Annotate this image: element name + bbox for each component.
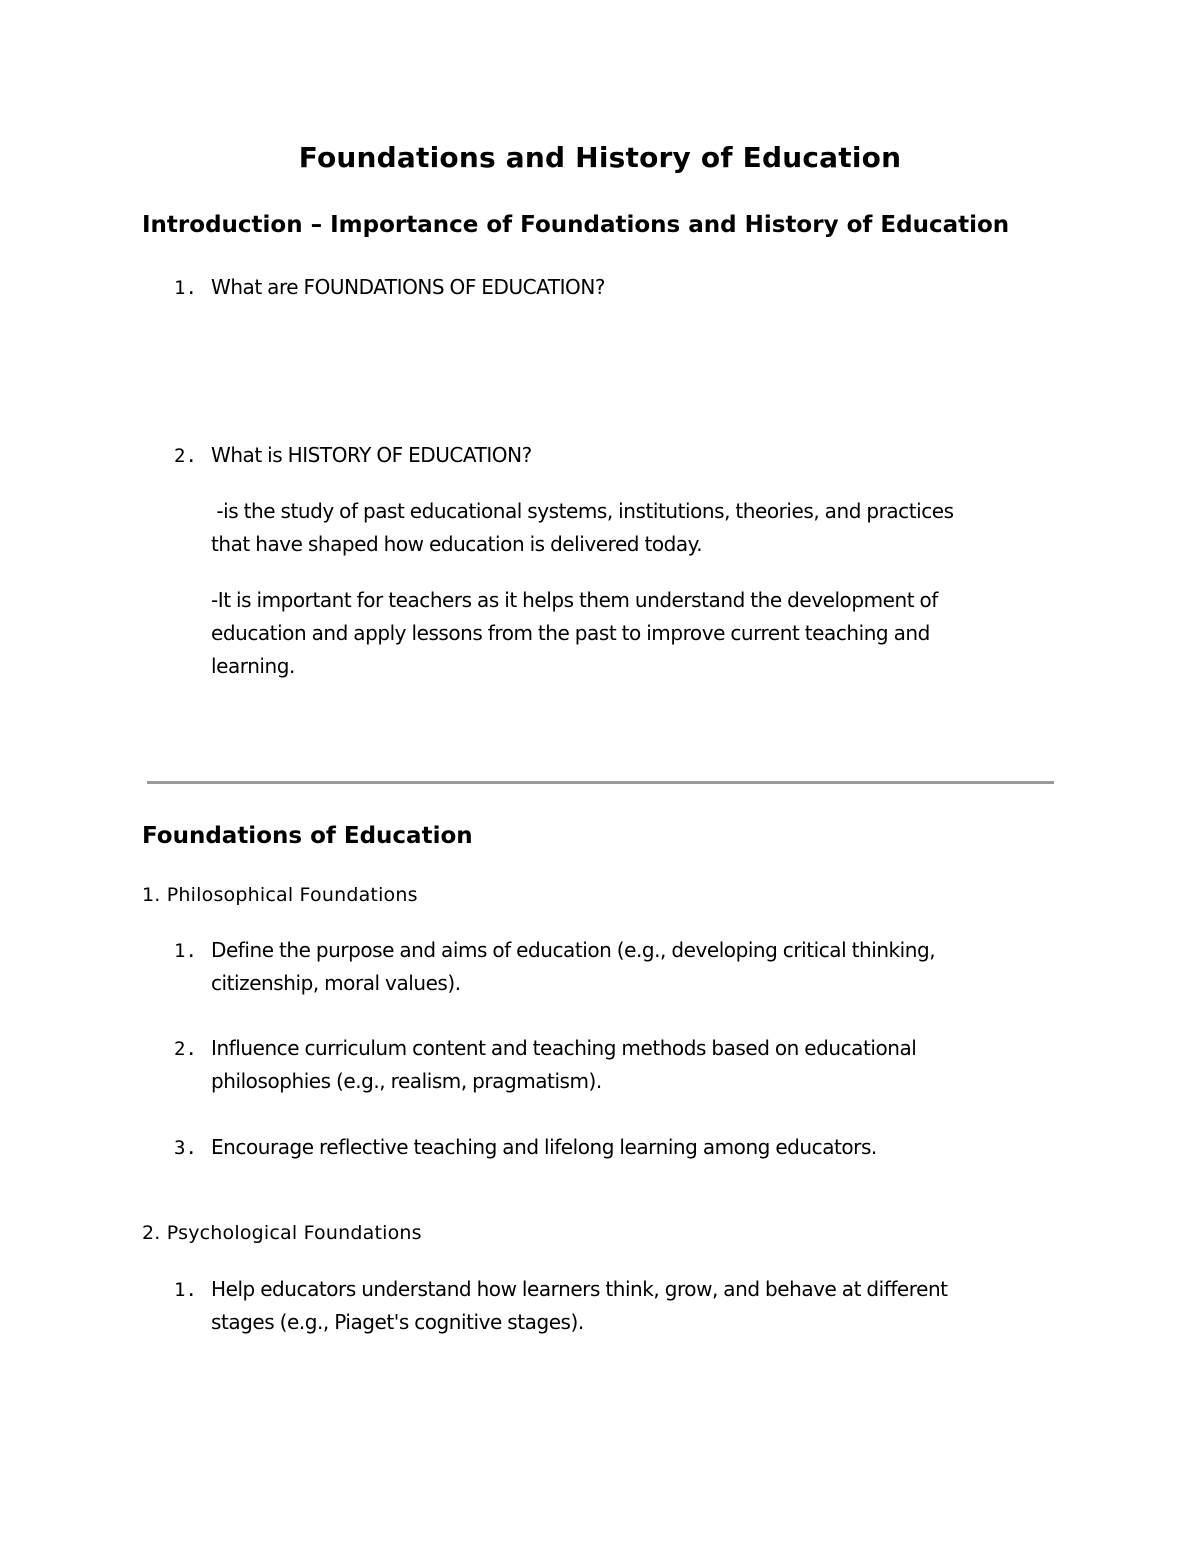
psychological-foundations-label: 2. Psychological Foundations: [142, 1222, 422, 1244]
intro-q2-text: What is HISTORY OF EDUCATION?: [211, 443, 532, 467]
intro-q1-text: What are FOUNDATIONS OF EDUCATION?: [211, 275, 606, 299]
history-definition-line2: that have shaped how education is delivered today.: [211, 532, 703, 556]
intro-q2-number: 2.: [174, 445, 197, 467]
psychological-item-1-number: 1.: [174, 1279, 197, 1301]
philosophical-item-2-number: 2.: [174, 1038, 197, 1060]
psychological-item-1-line1: Help educators understand how learners think, grow, and behave at different: [211, 1277, 948, 1301]
intro-q1-number: 1.: [174, 277, 197, 299]
psychological-item-1-line2: stages (e.g., Piaget's cognitive stages).: [211, 1310, 584, 1334]
philosophical-item-3-line1: Encourage reflective teaching and lifelong learning among educators.: [211, 1135, 877, 1159]
philosophical-item-3-number: 3.: [174, 1137, 197, 1159]
philosophical-item-2-line2: philosophies (e.g., realism, pragmatism).: [211, 1069, 602, 1093]
foundations-heading: Foundations of Education: [142, 823, 473, 849]
intro-heading: Introduction – Importance of Foundations and History of Education: [142, 212, 1010, 238]
history-importance-line3: learning.: [211, 654, 295, 678]
history-importance-line1: -It is important for teachers as it helps them understand the development of: [211, 588, 938, 612]
history-importance-line2: education and apply lessons from the past to improve current teaching and: [211, 621, 930, 645]
philosophical-item-1-line2: citizenship, moral values).: [211, 971, 461, 995]
philosophical-foundations-label: 1. Philosophical Foundations: [142, 884, 418, 906]
philosophical-item-1-line1: Define the purpose and aims of education (e.g., developing critical thinking,: [211, 938, 936, 962]
philosophical-item-2-line1: Influence curriculum content and teaching methods based on educational: [211, 1036, 917, 1060]
document-title: Foundations and History of Education: [298, 141, 902, 174]
philosophical-item-1-number: 1.: [174, 940, 197, 962]
section-divider: [147, 781, 1054, 784]
history-definition-line1: -is the study of past educational systems, institutions, theories, and practices: [211, 499, 954, 523]
